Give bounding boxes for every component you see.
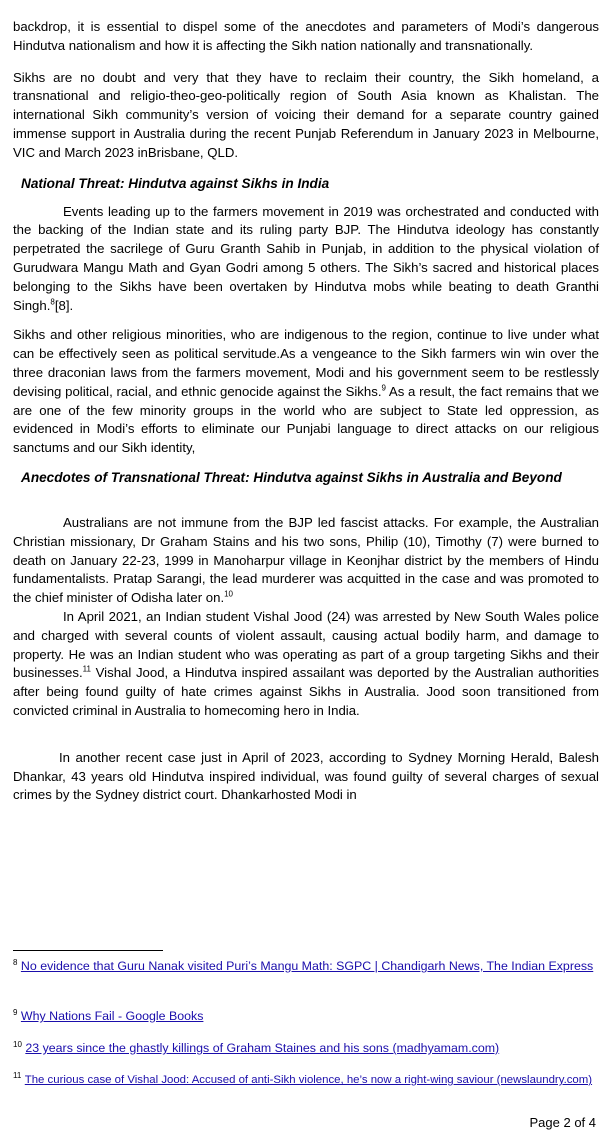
- footnote-link-9[interactable]: Why Nations Fail - Google Books: [20, 1009, 204, 1023]
- footnote-number: 11: [13, 1070, 22, 1080]
- section-heading-national-threat: National Threat: Hindutva against Sikhs in India: [21, 175, 330, 191]
- paragraph-2: Sikhs are no doubt and very that they have to reclaim their country, the Sikh homeland, a transnational and religio-theo-geo-politically region of South Asia known as Khalistan. The international Sikh community’s version of voicing their demand for a separate country gained immense support in Australia during the recent Punjab Referendum in January 2023 in Melbourne, VIC and March 2023 inBrisbane, QLD.: [13, 69, 599, 160]
- footnote-link-10[interactable]: 23 years since the ghastly killings of Graham Staines and his sons (madhyamam.com): [25, 1041, 500, 1055]
- footnote-number: 8: [13, 957, 18, 967]
- footnote-number: 10: [13, 1039, 22, 1049]
- section-heading-transnational-threat: Anecdotes of Transnational Threat: Hindutva against Sikhs in Australia and Beyond: [21, 469, 562, 485]
- paragraph-6: In April 2021, an Indian student Vishal Jood (24) was arrested by New South Wales police and charged with several counts of violent assault, causing actual bodily harm, and damage to property. He was an Indian student who was operating as part of a group targeting Sikhs and their businesses.$^{11}$ Vishal Jood, a Hindutva inspired assailant was deported by the Australian authorities after being found guilty of hate crimes against Sikhs in Australia. Jood soon transitioned from convicted criminal in Australia to homecoming hero in India.: [13, 608, 599, 718]
- footnote-separator: [13, 950, 163, 951]
- footnote-number: 9: [13, 1007, 18, 1017]
- footnote-10: [13, 1040, 603, 1058]
- footnote-9: [13, 1008, 603, 1026]
- footnote-8: [13, 958, 603, 976]
- footnote-link-8[interactable]: No evidence that Guru Nanak visited Puri’s Mangu Math: SGPC | Chandigarh News, The Indian Express: [20, 959, 594, 973]
- page-number: Page 2 of 4: [529, 1115, 596, 1130]
- footnote-ref-9[interactable]: 9: [381, 383, 386, 393]
- paragraph-3: Events leading up to the farmers movement in 2019 was orchestrated and conducted with the backing of the Indian state and its ruling party BJP. The Hindutva ideology has constantly perpetrated the sacrilege of Guru Granth Sahib in Punjab, in addition to the physical violation of Gurudwara Mangu Math and Gyan Godri among 5 others. The Sikh’s sacred and historical places belonging to the Sikhs have been overtaken by Hindutva mobs while beating to death Granthi Singh.$^8$[8].: [13, 203, 599, 313]
- footnote-ref-11[interactable]: 11: [82, 664, 91, 674]
- footnote-link-11[interactable]: The curious case of Vishal Jood: Accused of anti-Sikh violence, he’s now a right-wing saviour (newslaundry.com): [24, 1074, 593, 1086]
- footnote-11: [13, 1071, 603, 1090]
- document-body: [13, 18, 599, 805]
- paragraph-7: In another recent case just in April of 2023, according to Sydney Morning Herald, Balesh Dhankar, 43 years old Hindutva inspired individual, was found guilty of several charges of sexual crimes by the Sydney district court. Dhankarhosted Modi in: [13, 749, 599, 803]
- paragraph-1: backdrop, it is essential to dispel some of the anecdotes and parameters of Modi’s dangerous Hindutva nationalism and how it is affecting the Sikh nation nationally and transnationally.: [13, 19, 599, 53]
- footnote-ref-8[interactable]: 8: [50, 297, 55, 307]
- footnote-ref-10[interactable]: 10: [224, 589, 234, 599]
- paragraph-4: Sikhs and other religious minorities, who are indigenous to the region, continue to live under what can be effectively seen as political servitude.As a vengeance to the Sikh farmers win win over the three draconian laws from the farmers movement, Modi and his government seem to be restlessly devising political, racial, and ethnic genocide against the Sikhs.$^9$ As a result, the fact remains that we are one of the few minority groups in the world who are subject to State led oppression, as evidenced in Modi’s efforts to eliminate our Punjabi language to direct attacks on our religious sanctums and our Sikh identity,: [13, 327, 599, 456]
- paragraph-5: Australians are not immune from the BJP led fascist attacks. For example, the Australian Christian missionary, Dr Graham Stains and his two sons, Philip (10), Timothy (7) were burned to death on January 22-23, 1999 in Manoharpur village in Keonjhar district by the members of Hindu fundamentalists. Pratap Sarangi, the lead murderer was acquitted in the case and was promoted to the chief minister of Odisha later on.$^{10}$: [13, 514, 599, 606]
